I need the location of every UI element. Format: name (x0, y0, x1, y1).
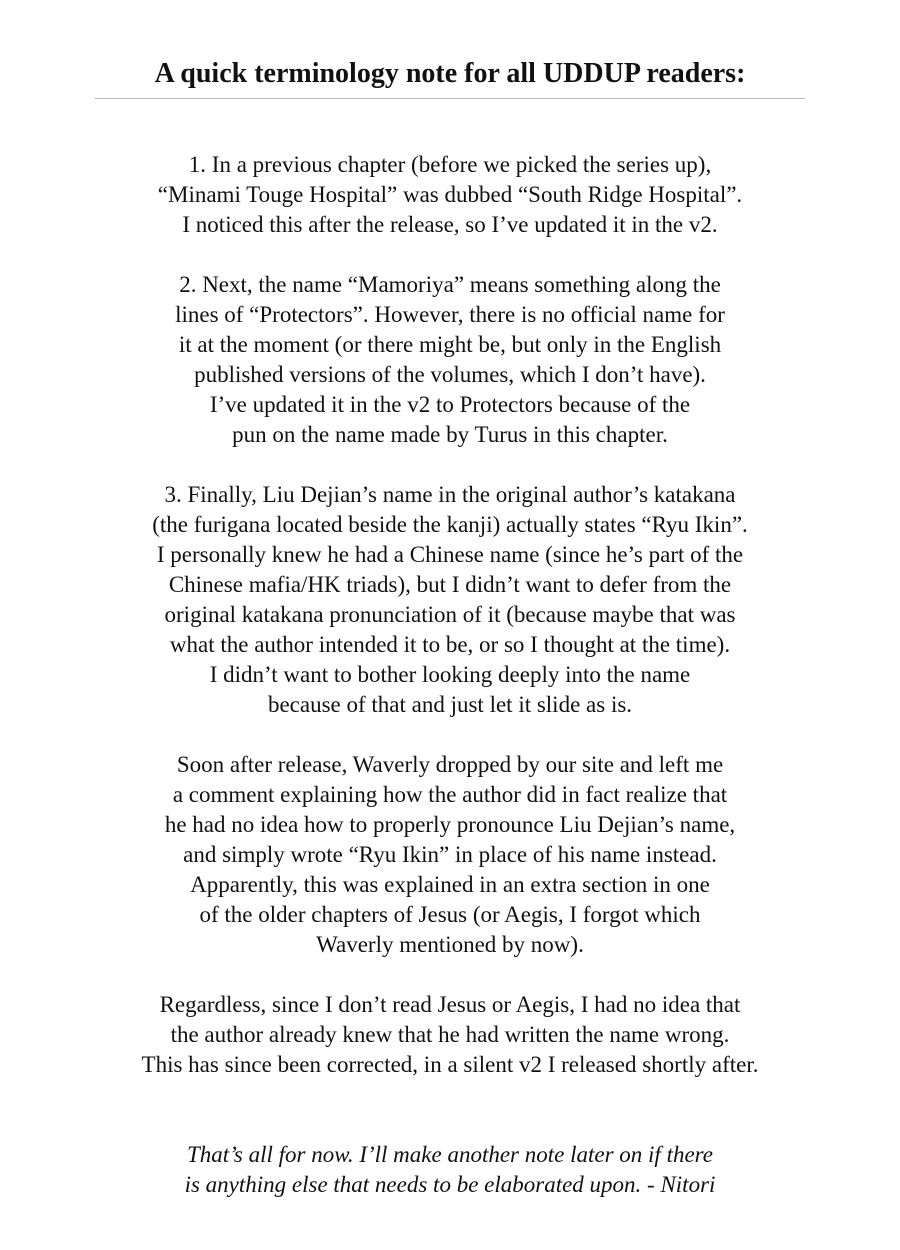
text-line: I personally knew he had a Chinese name (since he’s part of the (156, 542, 744, 567)
text-line: 1. In a previous chapter (before we picked the series up), (188, 152, 712, 177)
text-line: Waverly mentioned by now). (316, 932, 584, 957)
closing-line: That’s all for now. I’ll make another note later on if there (187, 1142, 713, 1167)
title-divider (95, 98, 805, 99)
text-line: “Minami Touge Hospital” was dubbed “South Ridge Hospital”. (157, 182, 743, 207)
text-line: original katakana pronunciation of it (because maybe that was (164, 602, 736, 627)
text-line: what the author intended it to be, or so I thought at the time). (169, 632, 731, 657)
paragraph-1 (0, 150, 900, 240)
text-line: I’ve updated it in the v2 to Protectors because of the (209, 392, 691, 417)
text-line: I noticed this after the release, so I’ve updated it in the v2. (182, 212, 718, 237)
text-line: 3. Finally, Liu Dejian’s name in the original author’s katakana (164, 482, 736, 507)
text-line: and simply wrote “Ryu Ikin” in place of his name instead. (183, 842, 717, 867)
paragraph-4 (0, 750, 900, 960)
text-line: (the furigana located beside the kanji) actually states “Ryu Ikin”. (152, 512, 748, 537)
text-line: published versions of the volumes, which I don’t have). (194, 362, 706, 387)
text-line: This has since been corrected, in a silent v2 I released shortly after. (141, 1052, 759, 1077)
text-line: pun on the name made by Turus in this chapter. (232, 422, 668, 447)
text-line: Chinese mafia/HK triads), but I didn’t want to defer from the (168, 572, 732, 597)
text-line: 2. Next, the name “Mamoriya” means something along the (179, 272, 721, 297)
note-body (0, 150, 900, 1110)
text-line: he had no idea how to properly pronounce Liu Dejian’s name, (164, 812, 736, 837)
text-line: the author already knew that he had written the name wrong. (170, 1022, 730, 1047)
closing-line: is anything else that needs to be elaborated upon. - Nitori (184, 1172, 716, 1197)
text-line: lines of “Protectors”. However, there is no official name for (175, 302, 725, 327)
paragraph-2 (0, 270, 900, 450)
text-line: of the older chapters of Jesus (or Aegis, I forgot which (199, 902, 701, 927)
text-line: Soon after release, Waverly dropped by our site and left me (176, 752, 724, 777)
paragraph-3 (0, 480, 900, 720)
paragraph-5 (0, 990, 900, 1080)
text-line: I didn’t want to bother looking deeply into the name (209, 662, 691, 687)
text-line: a comment explaining how the author did in fact realize that (172, 782, 728, 807)
text-line: it at the moment (or there might be, but only in the English (178, 332, 722, 357)
text-line: Apparently, this was explained in an extra section in one (190, 872, 710, 897)
page-title: A quick terminology note for all UDDUP readers: (154, 58, 746, 89)
text-line: because of that and just let it slide as is. (267, 692, 633, 717)
text-line: Regardless, since I don’t read Jesus or Aegis, I had no idea that (159, 992, 741, 1017)
closing-note (0, 1140, 900, 1200)
